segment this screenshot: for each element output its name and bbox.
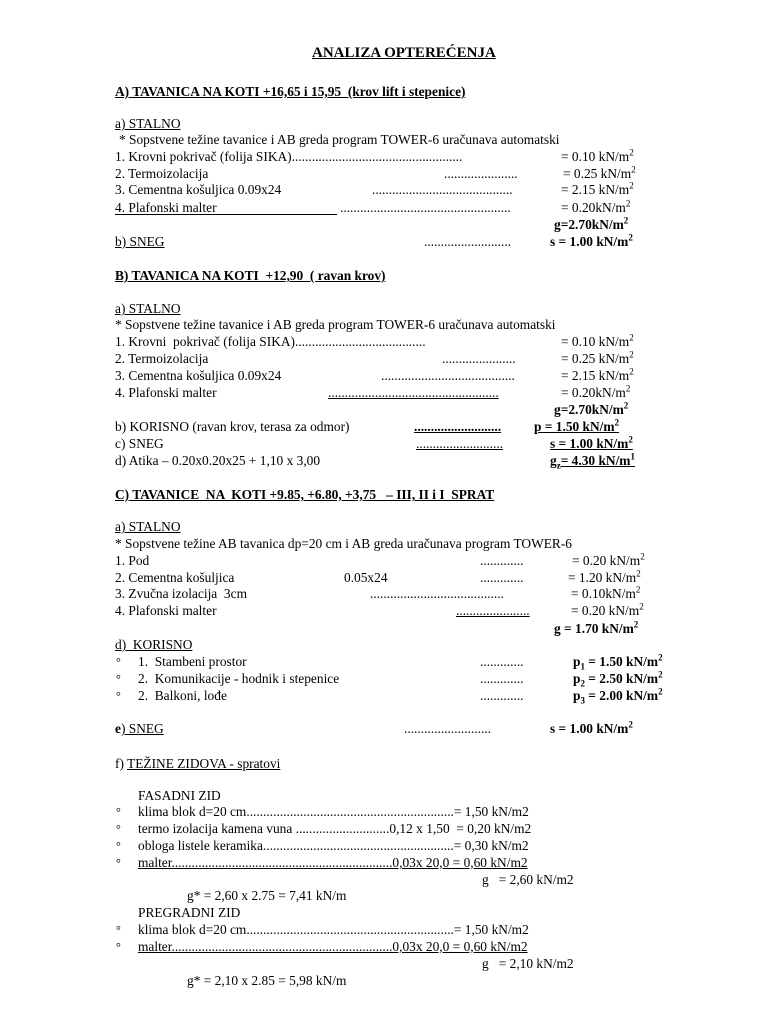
- b-item-1-label: 1. Krovni pokrivač (folija SIKA).......................................: [115, 334, 426, 349]
- fasadni-1-bullet: °: [116, 805, 121, 819]
- c-item-2-dots: .............: [480, 570, 524, 585]
- b-total: $g=2.70kN/m^2$: [554, 400, 629, 417]
- pregradni-malter: malter..................................................................0,03x 20,0 = 0,60 kN/m2: [138, 939, 528, 954]
- c-korisno-2-label: 2. Komunikacije - hodnik i stepenice: [138, 671, 340, 686]
- section-a-heading: A) TAVANICA NA KOTI +16,65 i 15,95 (krov lift i stepenice): [115, 84, 466, 99]
- section-b-stalno: a) STALNO: [115, 301, 181, 316]
- pregradni-zid-heading: PREGRADNI ZID: [138, 905, 241, 920]
- b-atika-value: $g_z= 4.30$ $kN/m^1$: [550, 451, 635, 471]
- pregradni-g: g = 2,10 kN/m2: [482, 956, 574, 971]
- c-item-1-dots: .............: [480, 553, 524, 568]
- b-korisno-label: b) KORISNO (ravan krov, terasa za odmor): [115, 419, 350, 434]
- a-item-4-value: = $0.20kN/m^2$: [561, 198, 631, 215]
- section-c-stalno: a) STALNO: [115, 519, 181, 534]
- c-korisno-1-bullet: °: [116, 655, 121, 669]
- c-korisno-1-value: $p_1 = 1.50$ $kN/m^2$: [573, 652, 663, 672]
- section-a-stalno: a) STALNO: [115, 116, 181, 131]
- fasadni-malter: malter..................................................................0,03x 20,0 = 0,60 kN/m2: [138, 855, 528, 870]
- b-item-4-label: 4. Plafonski malter: [115, 385, 217, 400]
- pregradni-gstar: g* = 2,10 x 2.85 = 5,98 kN/m: [187, 973, 347, 988]
- fasadni-item-3: obloga listele keramika.........................................................= 0,30 kN/m2: [138, 838, 529, 853]
- pregradni-item-1: klima blok d=20 cm..............................................................= 1,50 kN/m2: [138, 922, 529, 937]
- a-item-2-label: 2. Termoizolacija: [115, 166, 209, 181]
- b-korisno-value: p = 1.50 $kN/m^2$: [534, 417, 620, 434]
- c-zidovi-heading: f) TEŽINE ZIDOVA - spratovi: [115, 756, 281, 771]
- b-sneg-label: c) SNEG: [115, 436, 164, 451]
- c-item-2-mid: 0.05x24: [344, 570, 388, 585]
- fasadni-item-1: klima blok d=20 cm..............................................................= 1,50 kN/m2: [138, 804, 529, 819]
- pregradni-1-bullet: °: [116, 923, 121, 937]
- section-b-note: * Sopstvene težine tavanice i AB greda program TOWER-6 uračunava automatski: [115, 317, 556, 332]
- b-item-3-label: 3. Cementna košuljica 0.09x24: [115, 368, 282, 383]
- section-a-note: * Sopstvene težine tavanice i AB greda program TOWER-6 uračunava automatski: [119, 132, 560, 147]
- c-korisno-1-dots: .............: [480, 654, 524, 669]
- c-korisno-3-label: 2. Balkoni, lođe: [138, 688, 227, 703]
- c-korisno-3-bullet: °: [116, 689, 121, 703]
- c-korisno-2-bullet: °: [116, 672, 121, 686]
- c-korisno-3-dots: .............: [480, 688, 524, 703]
- c-sneg-label: e) SNEG: [115, 721, 164, 736]
- b-item-2-value: = 0.25 $kN/m^2$: [561, 349, 634, 366]
- b-sneg-dots: ..........................: [416, 436, 504, 451]
- fasadni-gstar: g* = 2,60 x 2.75 = 7,41 kN/m: [187, 888, 347, 903]
- c-item-3-dots: ........................................: [370, 586, 504, 601]
- a-item-1-value: = 0.10 $kN/m^2$: [561, 147, 634, 164]
- c-item-3-label: 3. Zvučna izolacija 3cm: [115, 586, 247, 601]
- b-item-4-value: = $0.20kN/m^2$: [561, 383, 631, 400]
- fasadni-zid-heading: FASADNI ZID: [138, 788, 221, 803]
- c-korisno-label: d) KORISNO: [115, 637, 193, 652]
- c-item-1-label: 1. Pod: [115, 553, 150, 568]
- a-item-2-dots: ......................: [444, 166, 518, 181]
- b-item-1-value: = 0.10 $kN/m^2$: [561, 332, 634, 349]
- fasadni-4-bullet: °: [116, 856, 121, 870]
- a-sneg-label: b) SNEG: [115, 234, 165, 249]
- b-atika-label: d) Atika – 0.20x0.20x25 + 1,10 x 3,00: [115, 453, 321, 468]
- c-sneg-value: s = 1.00 $kN/m^2$: [550, 719, 633, 736]
- fasadni-3-bullet: °: [116, 839, 121, 853]
- a-item-4-label: 4. Plafonski malter: [115, 200, 337, 215]
- c-korisno-1-label: 1. Stambeni prostor: [138, 654, 247, 669]
- b-korisno-dots: ..........................: [414, 419, 502, 434]
- section-c-note: * Sopstvene težine AB tavanica dp=20 cm i AB greda uračunava program TOWER-6: [115, 536, 573, 551]
- a-item-3-value: = 2.15 $kN/m^2$: [561, 180, 634, 197]
- c-item-3-value: = $0.10kN/m^2$: [571, 584, 641, 601]
- fasadni-2-bullet: °: [116, 822, 121, 836]
- c-item-2-label: 2. Cementna košuljica: [115, 570, 235, 585]
- b-item-2-label: 2. Termoizolacija: [115, 351, 209, 366]
- c-korisno-3-value: $p_3 = 2.00$ $kN/m^2$: [573, 686, 663, 706]
- b-item-2-dots: ......................: [442, 351, 516, 366]
- document-title: ANALIZA OPTEREĆENJA: [312, 45, 496, 61]
- c-item-4-label: 4. Plafonski malter: [115, 603, 217, 618]
- c-item-4-value: = 0.20 $kN/m^2$: [571, 601, 644, 618]
- a-item-3-label: 3. Cementna košuljica 0.09x24: [115, 182, 282, 197]
- c-korisno-2-dots: .............: [480, 671, 524, 686]
- c-sneg-dots: ..........................: [404, 721, 492, 736]
- b-item-4-dots: ...................................................: [328, 385, 499, 400]
- c-korisno-2-value: $p_2 = 2.50$ $kN/m^2$: [573, 669, 663, 689]
- fasadni-g: g = 2,60 kN/m2: [482, 872, 574, 887]
- c-item-1-value: = 0.20 $kN/m^2$: [572, 551, 645, 568]
- c-total: g = 1.70 $kN/m^2$: [554, 619, 639, 636]
- a-sneg-dots: ..........................: [424, 234, 512, 249]
- pregradni-2-bullet: °: [116, 940, 121, 954]
- a-item-3-dots: ..........................................: [372, 182, 513, 197]
- b-item-3-dots: ........................................: [381, 368, 515, 383]
- b-item-3-value: = 2.15 $kN/m^2$: [561, 366, 634, 383]
- section-c-heading: C) TAVANICE NA KOTI +9.85, +6.80, +3,75 – III, II i I SPRAT: [115, 487, 495, 502]
- b-sneg-value: s = 1.00 $kN/m^2$: [550, 434, 633, 451]
- c-item-2-value: = 1.20 $kN/m^2$: [568, 568, 641, 585]
- a-item-4-dots: ...................................................: [340, 200, 511, 215]
- a-sneg-value: s = 1.00 $kN/m^2$: [550, 232, 633, 249]
- a-item-1-label: 1. Krovni pokrivač (folija SIKA)...................................................: [115, 149, 463, 164]
- section-b-heading: B) TAVANICA NA KOTI +12,90 ( ravan krov): [115, 268, 386, 283]
- c-item-4-dots: ......................: [456, 603, 530, 618]
- a-total: $g=2.70kN/m^2$: [554, 215, 629, 232]
- fasadni-item-2: termo izolacija kamena vuna ............................0,12 x 1,50 = 0,20 kN/m2: [138, 821, 532, 836]
- a-item-2-value: = 0.25 $kN/m^2$: [563, 164, 636, 181]
